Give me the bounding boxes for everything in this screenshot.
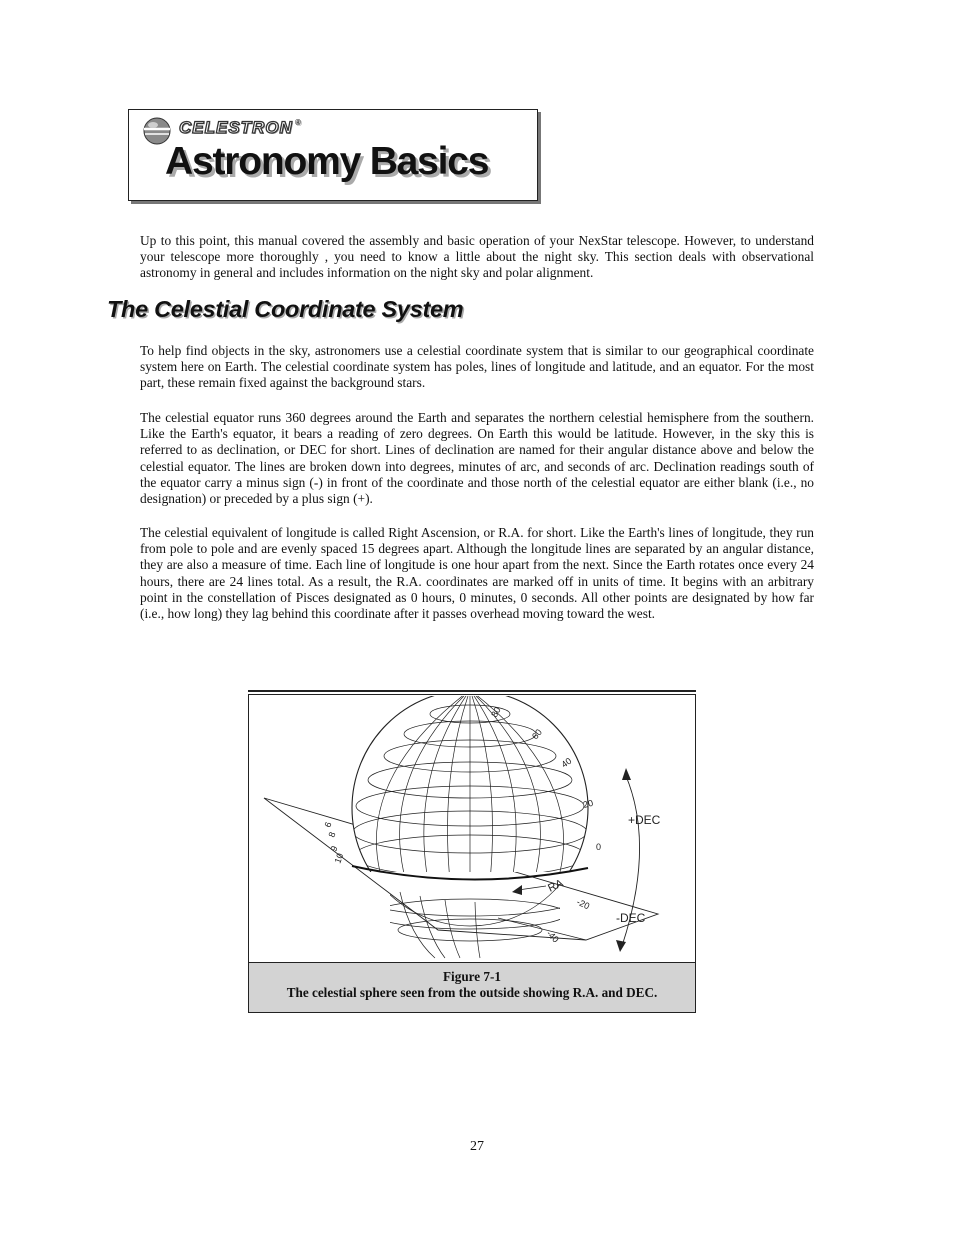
dec-tick-minus-40: -40	[544, 928, 561, 945]
figure-top-rule	[248, 690, 696, 692]
dec-tick-0: 0	[596, 842, 602, 852]
chapter-title: Astronomy Basics	[165, 140, 489, 183]
dec-tick-80: 80	[489, 705, 503, 719]
ra-tick-9: 9	[328, 844, 340, 853]
ra-arrow-line	[518, 886, 546, 890]
ra-tick-6: 6	[322, 820, 334, 829]
dec-minus-label: -DEC	[616, 911, 646, 925]
section-heading: The Celestial Coordinate System	[107, 296, 464, 322]
body-paragraph-2: The celestial equator runs 360 degrees around the Earth and separates the northern celestial hemisphere from the southern. Like the Earth's equator, it bears a reading of zero degrees. On Earth this would be latitude. However, in the sky this is referred to as declination, or DEC for short. Lines of declination are named for their angular distance above and below the celestial equator. The lines are broken down into degrees, minutes of arc, and seconds of arc. Declination readings south of the equator carry a minus sign (-) in front of the coordinate and those north of the celestial equator are either blank (i.e., no designation) or preceded by a plus sign (+).	[140, 410, 814, 507]
figure-label: Figure 7-1	[443, 969, 501, 984]
dec-plus-arrow-icon	[622, 768, 631, 780]
dec-tick-40: 40	[559, 755, 574, 770]
ra-arrow-icon	[512, 885, 522, 895]
celestial-sphere-illustration	[250, 696, 694, 962]
header-banner	[128, 109, 538, 201]
figure-7-1	[248, 690, 696, 1013]
dec-plus-label: +DEC	[628, 813, 661, 827]
brand-name: CELESTRON ®	[179, 118, 302, 137]
dec-tick-60: 60	[529, 727, 544, 742]
ra-tick-10: 10	[332, 851, 346, 865]
body-paragraph-1: To help find objects in the sky, astronomers use a celestial coordinate system that is similar to our geographical coordinate system here on Earth. The celestial coordinate system has poles, lines of longitude and latitude, and an equator. For the most part, these remain fixed against the background stars.	[140, 343, 814, 391]
intro-paragraph: Up to this point, this manual covered the assembly and basic operation of your NexStar telescope. However, to understand your telescope more thoroughly , you need to know a little about the night sky. This section deals with observational astronomy in general and includes information on the night sky and polar alignment.	[140, 233, 814, 281]
body-paragraph-3: The celestial equivalent of longitude is called Right Ascension, or R.A. for short. Like the Earth's lines of longitude, they run from pole to pole and are evenly spaced 15 degrees apart. Although the longitude lines are separated by an angular distance, they are also a measure of time. Each line of longitude is one hour apart from the next. Since the Earth rotates once every 24 hours, there are 24 lines total. As a result, the R.A. coordinates are marked off in units of time. It begins with an arbitrary point in the constellation of Pisces designated as 0 hours, 0 minutes, 0 seconds. All other points are designated by how far (i.e., how long) they lag behind this coordinate after it passes overhead moving toward the west.	[140, 525, 814, 622]
dec-minus-arrow-icon	[616, 940, 626, 952]
page-number: 27	[470, 1139, 484, 1154]
ra-tick-8: 8	[326, 830, 338, 839]
ra-label: RA	[546, 877, 566, 895]
figure-caption	[248, 962, 696, 1013]
figure-caption-text: The celestial sphere seen from the outside showing R.A. and DEC.	[286, 985, 658, 1000]
dec-tick-20: 20	[581, 797, 595, 810]
dec-tick-minus-20: -20	[575, 896, 592, 912]
